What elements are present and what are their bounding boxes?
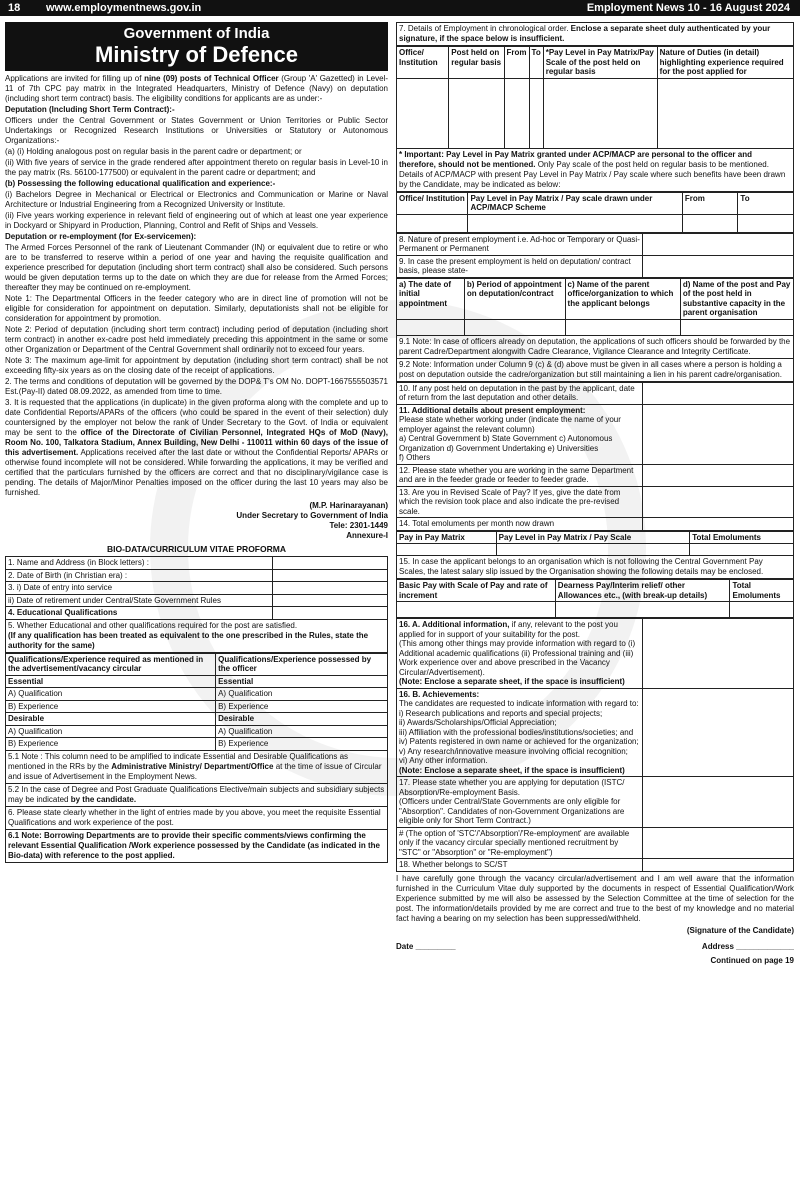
right-column	[396, 22, 794, 966]
table-row: 4. Educational Qualifications	[6, 607, 388, 620]
intro-paragraph: Applications are invited for filling up of nine (09) posts of Technical Officer (Group 'A' Gazetted) in Level-11 of 7th CPC pay matrix in the Integrated Headquarters, Ministry of Defence (Navy) on deputation (including short term contract) basis. The eligibility conditions for applicants are as under:-	[5, 74, 389, 103]
note-1: Note 1: The Departmental Officers in the feeder category who are in direct line of promotion will not be eligible for consideration for appointment on deputation. Similarly, deputationists shall not be eligible for consideration for appointment by promotion.	[5, 294, 388, 323]
table-row: Office/ Institution Post held on regular basis From To *Pay Level in Pay Matrix/Pay Scale of the post held on regular basis Nature of Duties (in detail) highlighting experience required for the post applied for	[397, 47, 794, 79]
answer-cell[interactable]	[643, 518, 794, 531]
acp-table	[396, 192, 794, 233]
biodata-basic-table	[5, 556, 388, 620]
question-5: 5. Whether Educational and other qualifications required for the post are satisfied. (If any qualification has been treated as equivalent to the one prescribed in the Rules, state the authority for the same)	[5, 620, 388, 653]
form-footer	[396, 926, 794, 966]
table-row: 16. B. Achievements: The candidates are requested to indicate information with regard to: i) Research publications and reports and special projects; ii) Awards/Scholarships/Official Appreciation; iii) Affiliation with the professional bodies/institutions/societies; and iv) Patents registered in own name or achieved for the organization; v) Any research/innovative measure involving official recognition; vi) Any other information. (Note: Enclose a separate sheet, if the space is insufficient)	[397, 688, 794, 777]
answer-cell[interactable]	[273, 594, 388, 607]
table-row: Qualifications/Experience required as mentioned in the advertisement/vacancy circular Qualifications/Experience possessed by the officer	[6, 653, 388, 675]
exservicemen-heading: Deputation or re-employment (for Ex-servicemen):	[5, 232, 197, 241]
table-row: Pay in Pay Matrix Pay Level in Pay Matrix / Pay Scale Total Emoluments	[397, 531, 794, 544]
answer-cell[interactable]	[643, 255, 794, 277]
condition-b-heading: (b) Possessing the following educational qualification and experience:-	[5, 179, 276, 188]
table-row	[397, 602, 794, 618]
table-row: 14. Total emoluments per month now drawn	[397, 518, 794, 531]
govt-title: Government of India	[123, 25, 270, 42]
page-header-bar	[0, 0, 800, 16]
table-row: 17. Please state whether you are applying for deputation (ISTC/ Absorption/Re-employment Basis. (Officers under Central/State Governments are only eligible for "Absorption". Candidates of non-Government Organizations are eligible only for Short Term Contract.)	[397, 777, 794, 828]
table-row: 2. Date of Birth (in Christian era) :	[6, 569, 388, 582]
qualification-table	[5, 653, 388, 751]
table-row: 18. Whether belongs to SC/ST	[397, 859, 794, 872]
notice-header	[5, 22, 388, 71]
address-label: Address _____________	[701, 941, 794, 951]
answer-cell[interactable]	[643, 777, 794, 828]
signatory-title: Under Secretary to Government of India	[236, 511, 388, 520]
page-number: 18	[8, 2, 21, 14]
condition-b1: (i) Bachelors Degree in Mechanical or Electrical or Electronics and Communication or Marine or Naval Architecture or Industrial Engineering from a Recognized University or Institute.	[5, 190, 388, 209]
answer-cell[interactable]	[273, 557, 388, 570]
edition-label: Employment News 10 - 16 August 2024	[586, 2, 790, 14]
table-row: A) Qualification A) Qualification	[6, 725, 388, 738]
table-row: 3. i) Date of entry into service	[6, 582, 388, 595]
table-row: A) Qualification A) Qualification	[6, 688, 388, 701]
question-15: 15. In case the applicant belongs to an organisation which is not following the Central Government Pay Scales, the latest salary slip issued by the Organisation showing the following details may be enclosed.	[396, 556, 794, 579]
condition-a1: (a) (i) Holding analogous post on regular basis in the parent cadre or department; or	[5, 147, 302, 156]
table-row	[397, 544, 794, 556]
employment-table	[396, 46, 794, 149]
exservicemen-text: The Armed Forces Personnel of the rank of Lieutenant Commander (IN) or equivalent due to retire or who are to be transferred to reserve within a period of one year and having the requisite qualification and experience prescribed for deputation (including short term contract) shall also be considered. Such persons would be given deputation terms up to the date on which they are due for release from the Armed Forces; thereafter they may be continued on re-employment.	[5, 243, 388, 292]
table-row: a) The date of initial appointment b) Period of appointment on deputation/contract c) Name of the parent office/organization to which the applicant belongs d) Name of the post and Pay of the post held in substantive capacity in the parent organisation	[397, 278, 794, 319]
note-5-1: 5.1 Note : This column need to be amplified to indicate Essential and Desirable Qualifications as mentioned in the RRs by the Administrative Ministry/ Department/Office at the time of issue of Circular and issue of Advertisement in the Employment News.	[5, 751, 388, 784]
answer-cell[interactable]	[643, 486, 794, 518]
answer-cell[interactable]	[643, 233, 794, 255]
candidate-signature-label: (Signature of the Candidate)	[686, 925, 794, 935]
additional-info-table	[396, 618, 794, 872]
table-row: Basic Pay with Scale of Pay and rate of increment Dearness Pay/Interim relief/ other Allowances etc., (with break-up details) Total Emoluments	[397, 580, 794, 602]
signatory-phone: Tele: 2301-1449	[329, 521, 388, 530]
table-row: Desirable Desirable	[6, 713, 388, 726]
answer-cell[interactable]	[273, 569, 388, 582]
answer-cell[interactable]	[643, 619, 794, 689]
table-row: 8. Nature of present employment i.e. Ad-hoc or Temporary or Quasi-Permanent or Permanent	[397, 233, 794, 255]
salary-table	[396, 579, 794, 618]
table-row: 13. Are you in Revised Scale of Pay? If yes, give the date from which the revision took place and also indicate the pre-revised scale.	[397, 486, 794, 518]
important-note: * Important: Pay Level in Pay Matrix granted under ACP/MACP are personal to the officer and therefore, should not be mentioned. Only Pay scale of the post held on regular basis to be mentioned. Details of ACP/MACP with present Pay Level in Pay Matrix / Pay scale where such benefits have been drawn by the Candidate, may be indicated as below:	[396, 149, 794, 192]
answer-cell[interactable]	[643, 827, 794, 859]
answer-cell[interactable]	[643, 382, 794, 404]
ministry-title: Ministry of Defence	[95, 42, 298, 67]
table-row: 9. In case the present employment is held on deputation/ contract basis, please state-	[397, 255, 794, 277]
note-9-1: 9.1 Note: In case of officers already on deputation, the applications of such officers should be forwarded by the parent Cadre/Department alongwith Cadre Clearance, Vigilance Clearance and Integrity Certificate.	[396, 336, 794, 359]
paragraph-2: 2. The terms and conditions of deputation will be governed by the DOP& T's OM No. DOPT-1667555503571 Est.(Pay-II) dated 08.09.2022, as amended from time to time.	[5, 377, 388, 396]
annexure-label: Annexure-I	[346, 531, 388, 540]
table-row: # (The option of 'STC'/'Absorption'/'Re-employment' are available only if the vacancy circular specially mentioned recruitment by "STC" or "Absorption" or "Re-employment")	[397, 827, 794, 859]
table-row	[397, 319, 794, 335]
emoluments-table	[396, 531, 794, 557]
date-label: Date _________	[396, 941, 456, 951]
paragraph-3: 3. It is requested that the applications (in duplicate) in the given proforma along with the complete and up to date Confidential Reports/APARs of the officers (who could be spared in the event of their selection) duly countersigned by the employer not below the rank of Under Secretary to the Govt. of India or equivalent may be sent to the office of the Directorate of Civilian Personnel, Integrated HQs of MoD (Navy), Room No. 100, Talkatora Stadium, Annex Building, New Delhi - 110011 within 60 days of the issue of this advertisement. Applications received after the last date or without the Confidential Reports/ APARs or otherwise found incomplete will not be considered. While forwarding the applications, it may be verified and certified that the particulars furnished by the officers are correct and that no disciplinary/vigilance case is pending. The details of Major/Minor Penalties imposed on the officer during the last 10 years may also be furnished.	[5, 398, 389, 497]
deputation-text: Officers under the Central Government or States Government or Union Territories or Public Sector Undertakings or Recognized Research Institutions or Universities or Statutory or Autonomous Organizations:-	[5, 116, 388, 145]
biodata-title: BIO-DATA/CURRICULUM VITAE PROFORMA	[107, 544, 286, 554]
question-7: 7. Details of Employment in chronological order. Enclose a separate sheet duly authenticated by your signature, if the space below is insufficient.	[396, 22, 794, 46]
note-9-2: 9.2 Note: Information under Column 9 (c) & (d) above must be given in all cases where a person is holding a post on deputation outside the cadre/organization but still maintaining a lien in his parent cadre/organisation.	[396, 359, 794, 382]
condition-b2: (ii) Five years working experience in relevant field of engineering out of which at least one year experience in Dockyard or Shipyard in Production, Planning, Control and Refit of Ships and Vessels.	[5, 211, 388, 230]
table-row: B) Experience B) Experience	[6, 738, 388, 751]
deputation-table	[396, 278, 794, 336]
answer-cell[interactable]	[643, 859, 794, 872]
answer-cell[interactable]	[643, 404, 794, 464]
question-6: 6. Please state clearly whether in the light of entries made by you above, you meet the requisite Essential Qualifications and work experience of the post.	[5, 807, 388, 830]
signature-block	[5, 501, 388, 541]
table-row: Office/ Institution Pay Level in Pay Matrix / Pay scale drawn under ACP/MACP Scheme From To	[397, 192, 794, 214]
note-6-1: 6.1 Note: Borrowing Departments are to provide their specific comments/views confirming the relevant Essential Qualification /Work experience possessed by the Candidate (as indicated in the Bio-data) with reference to the post applied.	[5, 830, 388, 863]
declaration-text: I have carefully gone through the vacancy circular/advertisement and I am well aware that the information furnished in the Curriculum Vitae duly supported by the documents in respect of Essential Qualification/Work Experience submitted by me will also be assessed by the Selection Committee at the time of selection for the post. The information/details provided by me are correct and true to the best of my knowledge and no material fact having a bearing on my selection has been suppressed/withheld.	[396, 873, 794, 923]
table-row: 10. If any post held on deputation in the past by the applicant, date of return from the last deputation and other details.	[397, 382, 794, 404]
website-url: www.employmentnews.gov.in	[46, 2, 202, 14]
note-3: Note 3: The maximum age-limit for appointment by deputation (including short term contract) shall be not exceeding fifty-six years as on the closing date of the receipt of applications.	[5, 356, 388, 375]
table-row: 11. Additional details about present employment: Please state whether working under (indicate the name of your employer against the relevant column) a) Central Government b) State Government c) Autonomous Organization d) Government Undertaking e) Universities f) Others	[397, 404, 794, 464]
condition-a2: (ii) With five years of service in the grade rendered after appointment thereto on regular basis in Level-10 in the pay matrix (Rs. 56100-177500) or equivalent in the parent cadre or department; and	[5, 158, 388, 177]
table-row: 1. Name and Address (in Block letters) :	[6, 557, 388, 570]
answer-cell[interactable]	[643, 688, 794, 777]
table-row: ii) Date of retirement under Central/State Government Rules	[6, 594, 388, 607]
deputation-heading: Deputation (Including Short Term Contract):-	[5, 105, 175, 114]
table-row	[397, 78, 794, 148]
signatory-name: (M.P. Harinarayanan)	[309, 501, 388, 510]
table-row: 16. A. Additional information, if any, relevant to the post you applied for in support of your suitability for the post. (This among other things may provide information with regard to (i) Additional academic qualifications (ii) Professional training and (iii) Work experience over and above prescribed in the Vacancy Circular/Advertisement). (Note: Enclose a separate sheet, if the space is insufficient)	[397, 619, 794, 689]
continued-label: Continued on page 19	[710, 955, 794, 965]
answer-cell[interactable]	[273, 582, 388, 595]
note-2: Note 2: Period of deputation (including short term contract) including period of deputation (including short term contract) in another ex-cadre post held immediately preceding this appointment in the same or some other Organization or Department of the Central Government shall ordinarily not to exceed four years.	[5, 325, 388, 354]
table-row: Essential Essential	[6, 675, 388, 688]
table-row	[397, 214, 794, 232]
left-column	[5, 22, 388, 863]
answer-cell[interactable]	[643, 464, 794, 486]
note-5-2: 5.2 In the case of Degree and Post Graduate Qualifications Elective/main subjects and subsidiary subjects may be indicated by the candidate.	[5, 784, 388, 807]
employment-status-table	[396, 233, 794, 278]
answer-cell[interactable]	[273, 607, 388, 620]
table-row: 12. Please state whether you are working in the same Department and are in the feeder grade or feeder to feeder grade.	[397, 464, 794, 486]
additional-details-table	[396, 382, 794, 531]
table-row: B) Experience B) Experience	[6, 700, 388, 713]
